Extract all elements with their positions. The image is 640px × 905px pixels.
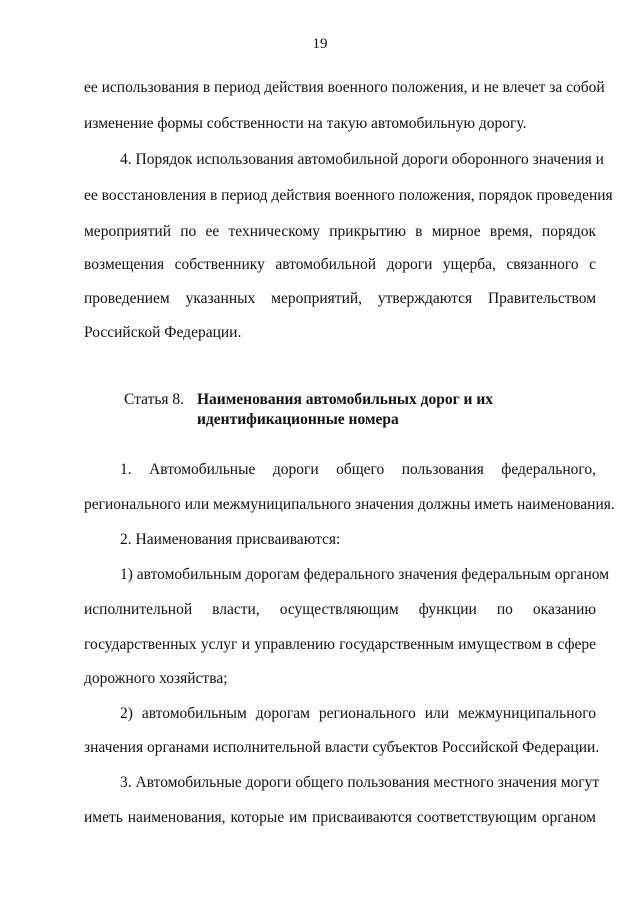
paragraph-line: дорожного хозяйства;	[84, 670, 228, 687]
paragraph-line: 2) автомобильным дорогам регионального или межмуниципального	[120, 705, 596, 722]
paragraph-line: изменение формы собственности на такую автомобильную дорогу.	[84, 115, 527, 132]
paragraph-line: 1) автомобильным дорогам федерального значения федеральным органом	[120, 566, 609, 583]
paragraph-line: возмещения собственнику автомобильной дороги ущерба, связанного с	[84, 256, 596, 273]
paragraph-line: ее использования в период действия военного положения, и не влечет за собой	[84, 79, 605, 96]
paragraph-line: ее восстановления в период действия военного положения, порядок проведения	[84, 187, 613, 204]
page-number: 19	[312, 36, 328, 52]
article-title-line: идентификационные номера	[197, 411, 399, 428]
paragraph-line: государственных услуг и управлению государственным имуществом в сфере	[84, 636, 596, 653]
article-title-line: Наименования автомобильных дорог и их	[197, 391, 494, 408]
paragraph-line: значения органами исполнительной власти субъектов Российской Федерации.	[84, 739, 600, 756]
paragraph-line: Российской Федерации.	[84, 324, 242, 341]
article-label: Статья 8.	[124, 391, 185, 408]
article-title	[197, 390, 527, 430]
paragraph-line: 2. Наименования присваиваются:	[120, 531, 341, 548]
paragraph-line: иметь наименования, которые им присваиваются соответствующим органом	[84, 809, 596, 826]
paragraph-line: мероприятий по ее техническому прикрытию в мирное время, порядок	[84, 223, 596, 240]
paragraph-line: регионального или межмуниципального значения должны иметь наименования.	[84, 496, 615, 513]
paragraph-line: 4. Порядок использования автомобильной дороги оборонного значения и	[120, 151, 604, 168]
paragraph-line: исполнительной власти, осуществляющим функции по оказанию	[84, 601, 596, 618]
paragraph-line: 1. Автомобильные дороги общего пользования федерального,	[120, 461, 596, 478]
paragraph-line: проведением указанных мероприятий, утверждаются Правительством	[84, 290, 596, 307]
paragraph-line: 3. Автомобильные дороги общего пользования местного значения могут	[120, 774, 600, 791]
